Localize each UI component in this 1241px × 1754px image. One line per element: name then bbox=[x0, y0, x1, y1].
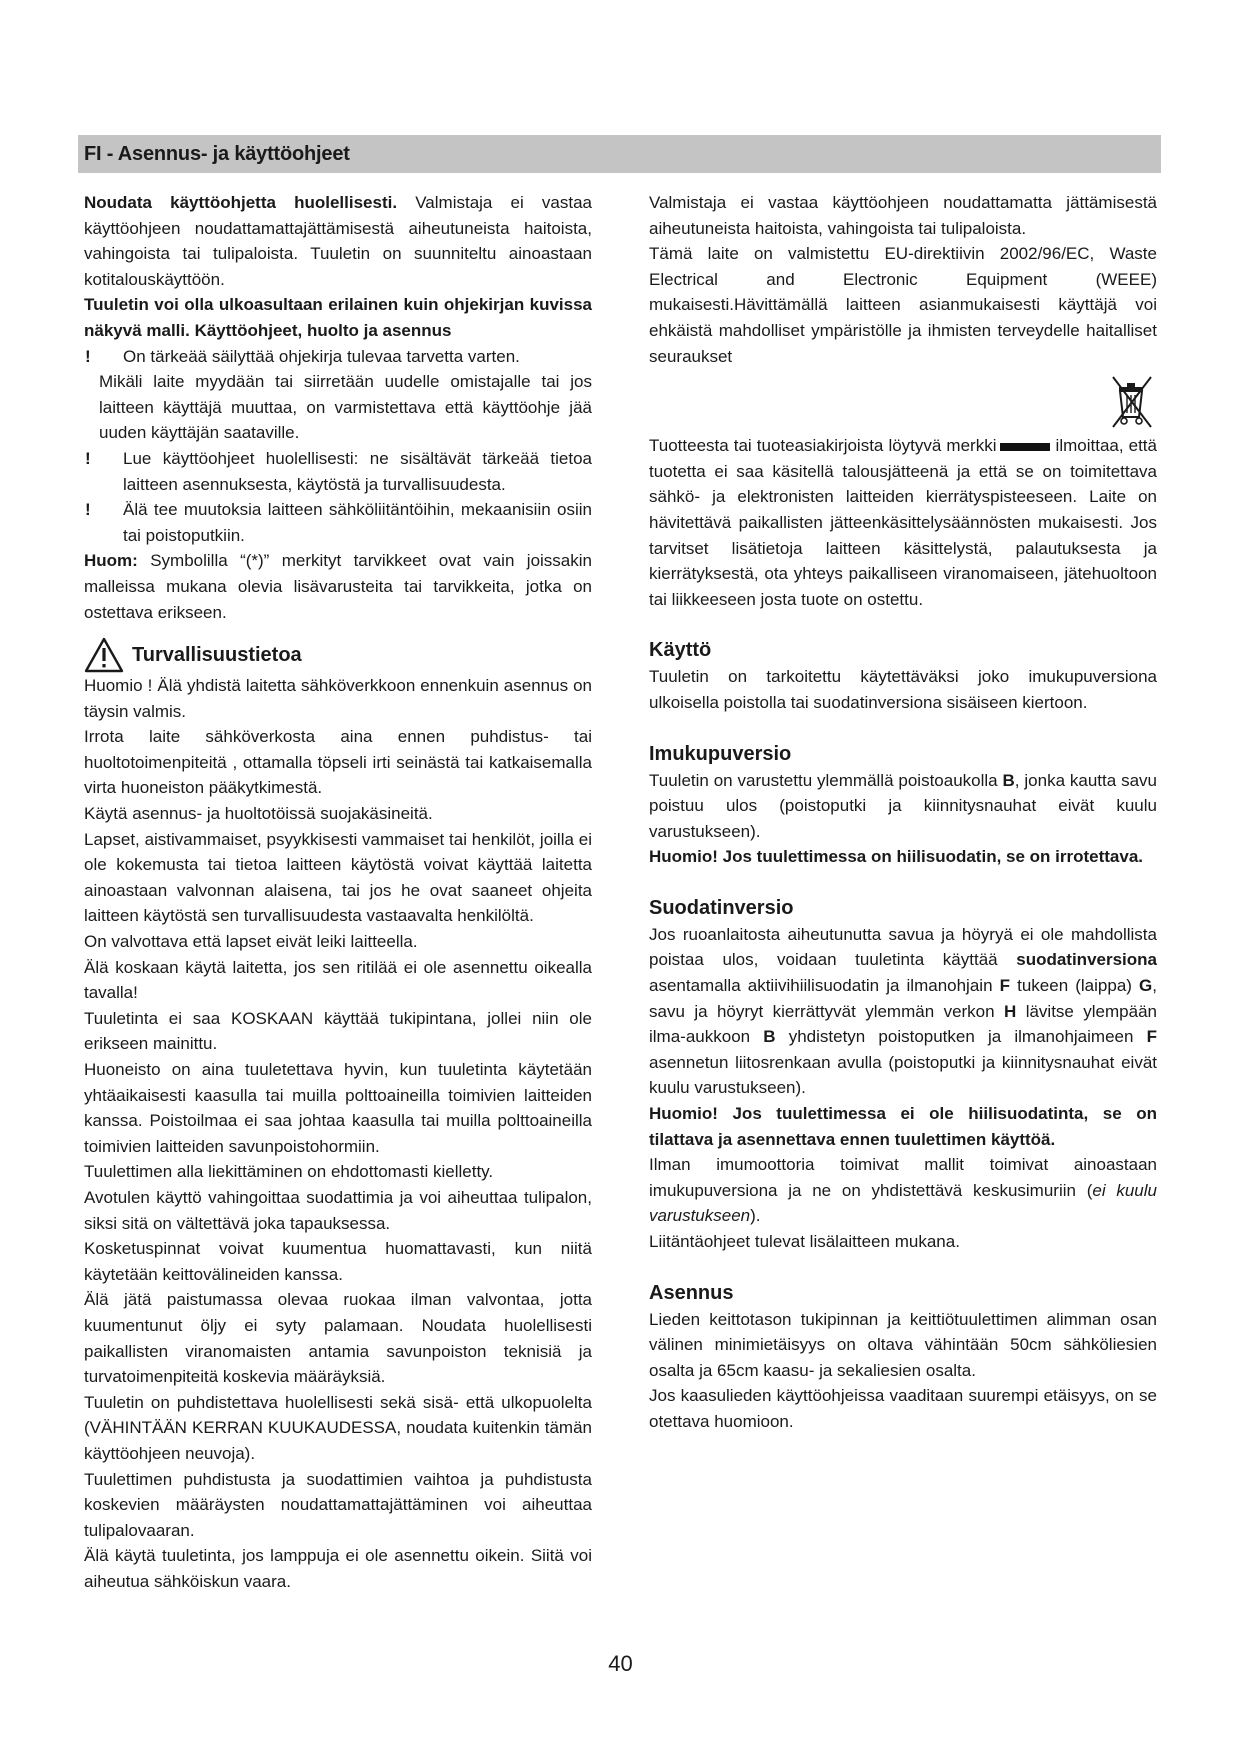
weee-paragraph: Tämä laite on valmistettu EU-direktiivin 2002/96/EC, Waste Electrical and Electronic Equipment (WEEE) mukaisesti.Hävittämällä laitteen asianmukaisesti käyttäjä voi ehkäistä mahdolliset ympäristölle ja ihmisten terveydelle haitalliset seuraukset bbox=[649, 244, 1157, 366]
label-F: F bbox=[999, 976, 1011, 996]
bullet-mark: ! bbox=[85, 346, 91, 366]
text-run: tukeen (laippa) bbox=[1010, 976, 1140, 996]
section-header-bar bbox=[78, 135, 1161, 173]
text-run: lävitse ylempään ilma-aukkoon bbox=[649, 1001, 1157, 1047]
safety-paragraph: Älä jätä paistumassa olevaa ruokaa ilman valvontaa, jotta kuumentunut öljy ei syty palamaan. Noudata huolellisesti paikallisten viranomaisten antamia savunpoiston teknisiä ja turvatoimenpiteitä koskevia määräyksiä. bbox=[84, 1290, 592, 1387]
label-H: H bbox=[1004, 1001, 1017, 1021]
installation-text: Lieden keittotason tukipinnan ja keittiötuulettimen alimman osan välinen minimietäisyys on oltava vähintään 50cm sähköliesien osalta ja 65cm kaasu- ja sekaliesien osalta. bbox=[649, 1309, 1157, 1380]
label-G: G bbox=[1139, 976, 1153, 996]
safety-paragraph: Avotulen käyttö vahingoittaa suodattimia ja voi aiheuttaa tulipalon, siksi sitä on vältettävä joka tapauksessa. bbox=[84, 1187, 592, 1233]
safety-heading-row bbox=[84, 637, 592, 673]
liability-paragraph: Valmistaja ei vastaa käyttöohjeen noudattamatta jättämisestä aiheutuneista haitoista, vahingoista tai tulipaloista. bbox=[649, 193, 1157, 238]
safety-paragraph: Huomio ! Älä yhdistä laitetta sähköverkkoon ennenkuin asennus on täysin valmis. bbox=[84, 676, 592, 721]
usage-text: Tuuletin on tarkoitettu käytettäväksi joko imukupuversiona ulkoisella poistolla tai suodatinversiona sisäiseen kiertoon. bbox=[649, 667, 1157, 712]
safety-paragraph: On valvottava että lapset eivät leiki laitteella. bbox=[84, 932, 418, 952]
text-run: asentamalla aktiivihiilisuodatin ja ilmanohjain bbox=[649, 976, 1000, 996]
safety-heading: Turvallisuustietoa bbox=[132, 644, 302, 667]
extraction-warning: Huomio! Jos tuulettimessa on hiilisuodatin, se on irrotettava. bbox=[649, 847, 1144, 867]
left-column bbox=[84, 190, 592, 1594]
intro-text: Valmistaja ei vastaa käyttöohjeen noudattamattajättämisestä aiheutuneista haitoista, vahingoista tai tulipaloista. Tuuletin on suunniteltu ainoastaan kotitalouskäyttöön. bbox=[84, 193, 592, 289]
text-run: ). bbox=[750, 1206, 761, 1226]
text-run: , jonka kautta savu poistuu ulos (poistoputki ja kiinnitysnauhat eivät kuulu varustukseen). bbox=[649, 770, 1157, 841]
safety-paragraph: Irrota laite sähköverkosta aina ennen puhdistus- tai huoltotoimenpiteitä , ottamalla töpseli irti seinästä tai katkaisemalla virta huoneiston pääkytkimestä. bbox=[84, 727, 592, 798]
safety-paragraph: Tuulettimen alla liekittäminen on ehdottomasti kielletty. bbox=[84, 1162, 494, 1182]
right-column bbox=[649, 190, 1157, 1435]
safety-paragraph: Lapset, aistivammaiset, psyykkisesti vammaiset tai henkilöt, joilla ei ole kokemusta tai tietoa laitteen käytöstä voivat käyttää laitetta ainoastaan valvonnan alaisena, tai jos he ovat saaneet ohjeita laitteen käytöstä sen turvallisuudesta vastaavalta henkilöltä. bbox=[84, 829, 592, 926]
label-F: F bbox=[1146, 1027, 1157, 1047]
intro-paragraph bbox=[84, 190, 592, 292]
weee-mark-text-end: ilmoittaa, että tuotetta ei saa käsitellä talousjätteenä ja että se on toimitettava sähkö- ja elektronisten laitteiden kierrätyspisteeseen. Laite on hävitettävä paikallisten jätteenkäsittelysäännösten mukaisesti. Jos tarvitset lisätietoja laitteen käsittelystä, palautuksesta ja kierrätyksestä, ota yhteys paikalliseen viranomaiseen, jätehuoltoon tai liikkeeseen josta tuote on ostettu. bbox=[649, 436, 1157, 609]
safety-paragraph: Käytä asennus- ja huoltotöissä suojakäsineitä. bbox=[84, 804, 433, 824]
bullet-text: On tärkeää säilyttää ohjekirja tulevaa tarvetta varten. bbox=[123, 346, 520, 366]
weee-symbol-row bbox=[649, 373, 1157, 431]
note-text: Symbolilla “(*)” merkityt tarvikkeet ovat vain joissakin malleissa mukana olevia lisävarusteita tai tarvikkeita, jotka on ostettava erikseen. bbox=[84, 551, 592, 622]
bullet-item bbox=[84, 446, 592, 497]
filter-heading: Suodatinversio bbox=[649, 896, 794, 919]
filter-text bbox=[649, 922, 1157, 1101]
text-run: Ilman imumoottoria toimivat mallit toimivat ainoastaan imukupuversiona ja ne on yhdistettävä keskusimuriin ( bbox=[649, 1155, 1157, 1200]
black-bar-symbol bbox=[1000, 443, 1050, 451]
intro-bold-paragraph: Tuuletin voi olla ulkoasultaan erilainen kuin ohjekirjan kuvissa näkyvä malli. Käyttöohjeet, huolto ja asennus bbox=[84, 295, 592, 340]
text-run: Jos ruoanlaitosta aiheutunutta savua ja höyryä ei ole mahdollista poistaa ulos, voidaan tuuletinta käyttää bbox=[649, 924, 1157, 970]
crossed-out-bin-icon bbox=[1105, 373, 1157, 431]
warning-triangle-icon bbox=[84, 637, 124, 673]
safety-paragraph: Tuuletin on puhdistettava huolellisesti sekä sisä- että ulkopuolelta (VÄHINTÄÄN KERRAN KUUKAUDESSA, noudata kuitenkin tämän käyttöohjeen neuvoja). bbox=[84, 1392, 592, 1463]
safety-paragraph: Tuulettimen puhdistusta ja suodattimien vaihtoa ja puhdistusta koskevien määräysten noudattamattajättäminen voi aiheuttaa tulipalovaaran. bbox=[84, 1469, 592, 1540]
safety-list bbox=[84, 673, 592, 1594]
extraction-text bbox=[649, 768, 1157, 845]
bold-term: suodatinversiona bbox=[1016, 950, 1157, 970]
extraction-heading: Imukupuversio bbox=[649, 742, 792, 765]
label-B: B bbox=[763, 1027, 776, 1047]
weee-mark-paragraph bbox=[649, 433, 1157, 612]
safety-paragraph: Älä koskaan käytä laitetta, jos sen ritilää ei ole asennettu oikealla tavalla! bbox=[84, 957, 592, 1003]
bullet-continuation bbox=[84, 369, 592, 446]
safety-paragraph: Tuuletinta ei saa KOSKAAN käyttää tukipintana, jollei niin ole erikseen mainittu. bbox=[84, 1008, 592, 1054]
section-title: FI - Asennus- ja käyttöohjeet bbox=[84, 143, 350, 165]
safety-paragraph: Kosketuspinnat voivat kuumentua huomattavasti, kun niitä käytetään keittovälineiden kanssa. bbox=[84, 1239, 592, 1284]
usage-heading: Käyttö bbox=[649, 639, 712, 662]
text-run: , savu ja höyryt kierrättyvät ylemmän verkon bbox=[649, 976, 1158, 1021]
bullet-item bbox=[84, 344, 592, 370]
bullet-mark: ! bbox=[85, 448, 91, 468]
bullet-text: Älä tee muutoksia laitteen sähköliitäntöihin, mekaanisiin osiin tai poistoputkiin. bbox=[123, 500, 592, 545]
text-run: asennetun liitosrenkaan avulla (poistoputki ja kiinnitysnauhat eivät kuulu varustukseen). bbox=[649, 1052, 1157, 1098]
installation-heading: Asennus bbox=[649, 1281, 734, 1304]
bullet-text: Lue käyttöohjeet huolellisesti: ne sisältävät tärkeää tietoa laitteen asennuksesta, käytöstä ja turvallisuudesta. bbox=[123, 448, 592, 494]
filter-connection-note: Liitäntäohjeet tulevat lisälaitteen mukana. bbox=[649, 1232, 960, 1251]
safety-paragraph: Älä käytä tuuletinta, jos lamppuja ei ole asennettu oikein. Siitä voi aiheutua sähköiskun vaara. bbox=[84, 1546, 592, 1591]
intro-bold: Noudata käyttöohjetta huolellisesti. bbox=[84, 193, 398, 212]
installation-note: Jos kaasulieden käyttöohjeissa vaaditaan suurempi etäisyys, on se otettava huomioon. bbox=[649, 1386, 1157, 1431]
note-label: Huom: bbox=[84, 551, 138, 571]
filter-note bbox=[649, 1152, 1157, 1229]
page-number: 40 bbox=[608, 1651, 633, 1676]
bullet-mark: ! bbox=[85, 500, 91, 520]
bullet-item bbox=[84, 497, 592, 548]
weee-mark-text-start: Tuotteesta tai tuoteasiakirjoista löytyvä merkki bbox=[649, 436, 997, 456]
text-run: Tuuletin on varustettu ylemmällä poistoaukolla bbox=[649, 770, 1003, 790]
filter-warning: Huomio! Jos tuulettimessa ei ole hiilisuodatinta, se on tilattava ja asennettava ennen tuulettimen käyttöä. bbox=[649, 1104, 1157, 1149]
label-B: B bbox=[1002, 770, 1015, 790]
text-run: yhdistetyn poistoputken ja ilmanohjaimeen bbox=[775, 1027, 1147, 1047]
note-paragraph bbox=[84, 548, 592, 625]
safety-paragraph: Huoneisto on aina tuuletettava hyvin, kun tuuletinta käytetään yhtäaikaisesti kaasulla tai muilla polttoaineilla toimivien laitteiden kanssa. Poistoilmaa ei saa johtaa kaasulla tai muilla polttoaineilla toimivien laitteiden savunpoistohormiin. bbox=[84, 1060, 592, 1156]
italic-note: ei kuulu varustukseen bbox=[649, 1180, 1157, 1226]
bullet-continuation-text: Mikäli laite myydään tai siirretään uudelle omistajalle tai jos laitteen käyttäjä muuttaa, on varmistettava että käyttöohje jää uuden käyttäjän saataville. bbox=[99, 372, 592, 443]
